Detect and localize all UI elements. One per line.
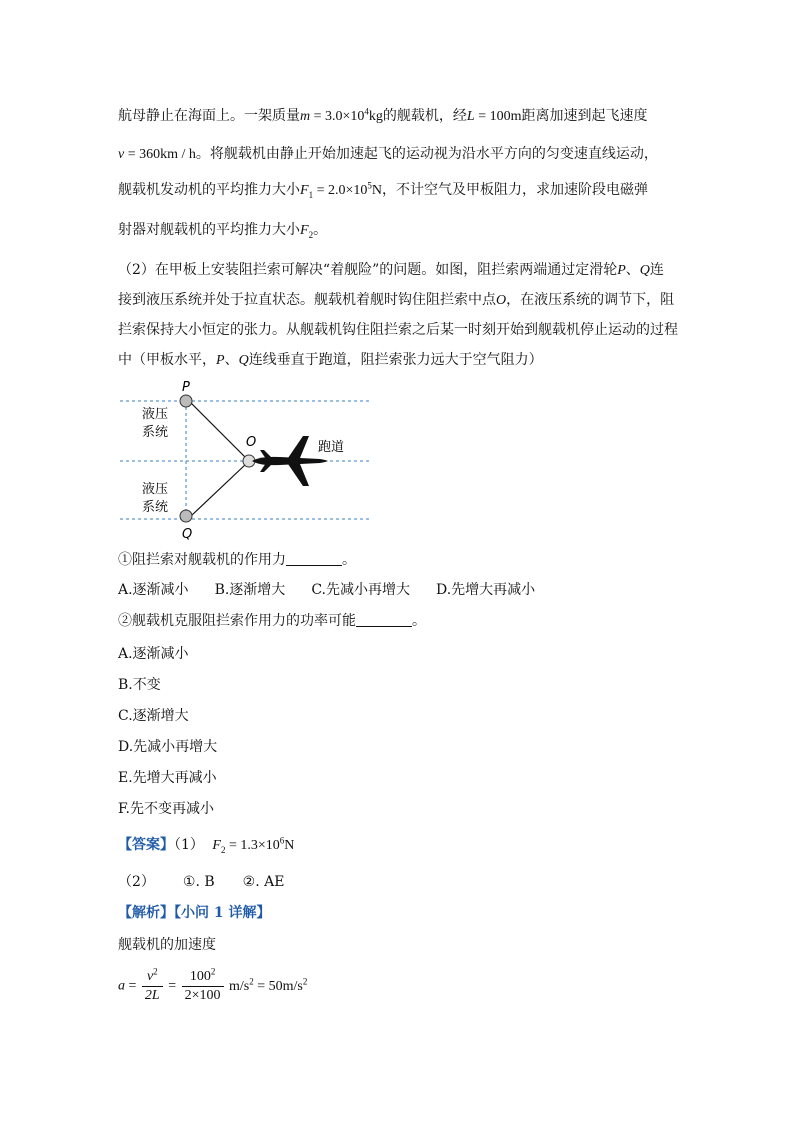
answer-part-2: ②. AE bbox=[242, 874, 285, 890]
text: 舰载机发动机的平均推力大小 bbox=[118, 182, 300, 198]
point-P: P bbox=[617, 263, 626, 278]
text: 。 bbox=[342, 552, 356, 568]
text: ，在液压系统的调节下，阻 bbox=[506, 292, 675, 308]
fraction-denominator: 2L bbox=[144, 988, 160, 1003]
problem2-line1 bbox=[118, 260, 664, 281]
option-D: D.先减小再增大 bbox=[118, 739, 218, 755]
unit: m/s bbox=[229, 978, 250, 994]
runway-label: 跑道 bbox=[318, 440, 345, 455]
option-A: A.逐渐减小 bbox=[118, 582, 189, 598]
point-Q: Q bbox=[639, 263, 650, 278]
text: 接到液压系统并处于拉直状态。舰载机着舰时钩住阻拦索中点 bbox=[118, 292, 496, 308]
problem2-line4 bbox=[118, 350, 543, 371]
force2-subscript: 2 bbox=[308, 229, 314, 240]
option-C: C.逐渐增大 bbox=[118, 708, 189, 724]
analysis-tag: 【解析】 bbox=[118, 905, 174, 921]
text: 拦索保持大小恒定的张力。从舰载机钩住阻拦索之后某一时刻开始到舰载机停止运动的过程 bbox=[118, 322, 678, 338]
problem1-line2 bbox=[118, 144, 658, 165]
cable-upper bbox=[191, 403, 246, 458]
text: （1） bbox=[174, 837, 204, 853]
force-exponent: 6 bbox=[279, 835, 285, 846]
velocity-value: = 360km / h bbox=[124, 147, 196, 162]
pulley-Q bbox=[180, 510, 192, 522]
point-O: O bbox=[496, 293, 507, 308]
text: 连 bbox=[649, 262, 664, 278]
text: 。 bbox=[313, 222, 328, 238]
option-B: B.逐渐增大 bbox=[214, 582, 286, 598]
answer-line2 bbox=[118, 872, 284, 892]
answer-blank bbox=[286, 551, 342, 566]
text: ②舰载机克服阻拦索作用力的功率可能 bbox=[118, 613, 356, 629]
text: 的舰载机，经 bbox=[382, 108, 467, 124]
problem1-line1 bbox=[118, 106, 648, 127]
hydraulic-top-label-1: 液压 bbox=[142, 407, 169, 422]
force-unit: N bbox=[371, 183, 382, 198]
text: ①阻拦索对舰载机的作用力 bbox=[118, 552, 286, 568]
text: 航母静止在海面上。一架质量 bbox=[118, 108, 300, 124]
hydraulic-bottom-label-2: 系统 bbox=[142, 500, 169, 515]
text: 。 bbox=[412, 613, 426, 629]
label-Q: Q bbox=[182, 527, 193, 542]
text: （2）在甲板上安装阻拦索可解决“着舰险”的问题。如图，阻拦索两端通过定滑轮 bbox=[118, 262, 618, 278]
question1-stem bbox=[118, 550, 356, 570]
option-C: C.先减小再增大 bbox=[311, 582, 410, 598]
answer-blank bbox=[356, 612, 412, 627]
label-O: O bbox=[246, 435, 257, 450]
velocity-symbol: v bbox=[118, 147, 125, 162]
analysis-heading bbox=[118, 903, 271, 923]
problem1-line3 bbox=[118, 180, 648, 201]
acceleration-symbol: a bbox=[118, 978, 125, 994]
text: 。将舰载机由静止开始加速起飞的运动视为沿水平方向的匀变速直线运动， bbox=[195, 146, 658, 162]
fraction-denominator: 2×100 bbox=[184, 988, 221, 1003]
analysis-text: 舰载机的加速度 bbox=[118, 937, 216, 953]
equals-sign: = bbox=[125, 978, 140, 994]
fraction-numerator: 100 bbox=[189, 969, 211, 984]
distance-value: = 100m bbox=[474, 109, 522, 124]
mass-symbol: m bbox=[300, 109, 311, 124]
pulley-P bbox=[180, 395, 192, 407]
point-P: P bbox=[216, 353, 225, 368]
acceleration-equation bbox=[118, 968, 307, 1005]
answer-part-1: ①. B bbox=[182, 874, 215, 890]
problem1-line4 bbox=[118, 220, 327, 241]
force-value: = 1.3×10 bbox=[225, 838, 280, 853]
force-unit: N bbox=[284, 838, 295, 853]
force-subscript: 1 bbox=[308, 189, 314, 200]
question1-options bbox=[118, 580, 561, 600]
fraction-numeric bbox=[182, 968, 224, 1005]
distance-symbol: L bbox=[466, 109, 475, 124]
aircraft-icon bbox=[252, 436, 328, 486]
exponent: 2 bbox=[249, 975, 254, 986]
mass-exponent: 4 bbox=[364, 106, 369, 117]
force-value: = 2.0×10 bbox=[313, 183, 368, 198]
result-value: = 50m/s bbox=[253, 978, 303, 994]
text: 、 bbox=[625, 262, 640, 278]
text: ，不计空气及甲板阻力，求加速阶段电磁弹 bbox=[381, 182, 648, 198]
text: 中（甲板水平， bbox=[118, 352, 216, 368]
arresting-cable-diagram bbox=[110, 374, 380, 542]
exponent: 2 bbox=[210, 966, 216, 977]
cable-lower bbox=[191, 464, 246, 516]
problem2-line3 bbox=[118, 320, 678, 340]
mass-value: = 3.0×10 bbox=[310, 109, 365, 124]
point-Q: Q bbox=[238, 353, 249, 368]
exponent: 2 bbox=[153, 966, 158, 977]
answer-line1 bbox=[118, 835, 294, 856]
mass-unit: kg bbox=[368, 109, 383, 124]
option-D: D.先增大再减小 bbox=[435, 582, 536, 598]
text: 射器对舰载机的平均推力大小 bbox=[118, 222, 300, 238]
problem2-line2 bbox=[118, 290, 674, 311]
text: 、 bbox=[224, 352, 239, 368]
text: （2） bbox=[118, 874, 155, 890]
force-symbol: F bbox=[300, 183, 309, 198]
fraction-v2-2L bbox=[142, 968, 163, 1005]
analysis-subtag: 【小问 1 详解】 bbox=[174, 905, 271, 921]
label-P: P bbox=[182, 380, 190, 395]
fraction-numerator: v bbox=[146, 969, 154, 984]
force-exponent: 5 bbox=[367, 180, 372, 191]
force-subscript: 2 bbox=[220, 844, 226, 855]
hydraulic-bottom-label-1: 液压 bbox=[142, 482, 169, 497]
force-symbol: F bbox=[212, 838, 221, 853]
equals-sign: = bbox=[168, 978, 180, 994]
exponent: 2 bbox=[302, 975, 308, 986]
option-E: E.先增大再减小 bbox=[118, 770, 217, 786]
hydraulic-top-label-2: 系统 bbox=[142, 425, 169, 440]
option-F: F.先不变再减小 bbox=[118, 801, 214, 817]
text: 距离加速到起飞速度 bbox=[521, 108, 648, 124]
option-B: B.不变 bbox=[118, 677, 161, 693]
force2-symbol: F bbox=[300, 223, 309, 238]
answer-tag: 【答案】 bbox=[118, 837, 174, 853]
option-A: A.逐渐减小 bbox=[118, 646, 189, 662]
question2-stem bbox=[118, 611, 426, 631]
text: 连线垂直于跑道，阻拦索张力远大于空气阻力） bbox=[248, 352, 543, 368]
